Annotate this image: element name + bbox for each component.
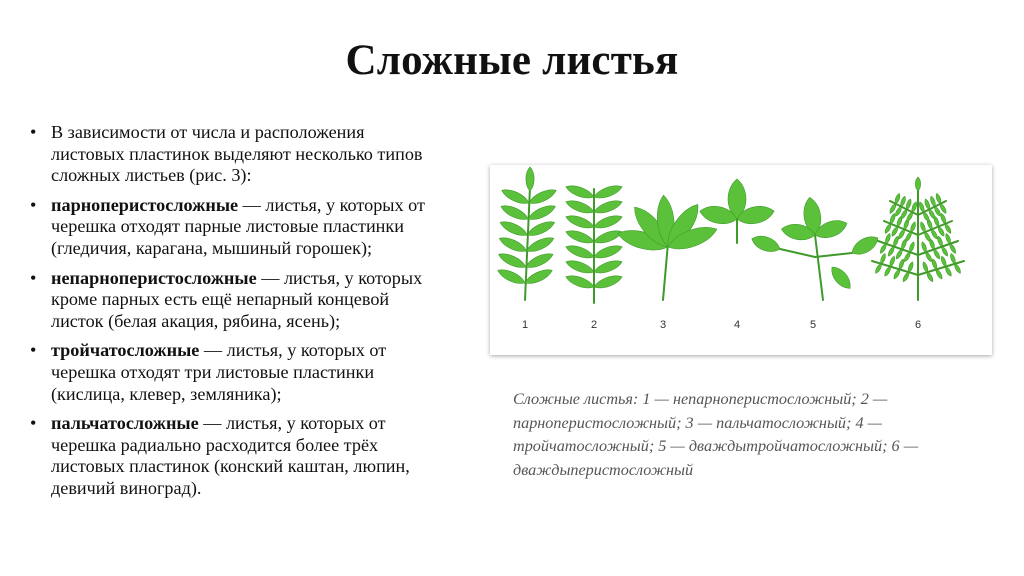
leaf-6-leaflet (953, 263, 962, 274)
leaf-6-leaflet (932, 248, 941, 259)
compound-leaves-figure (490, 165, 992, 355)
bullet-line: листовых пластинок выделяют несколько типов (51, 143, 423, 164)
leaf-6-leaflet (930, 228, 939, 239)
leaf-1-leaflet (525, 218, 556, 239)
leaf-2-leaflet (592, 258, 623, 277)
leaf-5-branch (780, 249, 815, 257)
leaf-1-leaflet (498, 234, 529, 255)
leaf-6-leaflet (879, 243, 888, 254)
leaf-label-4: 4 (733, 319, 741, 331)
leaf-6-leaflet (874, 263, 883, 274)
leaf-label-1: 1 (521, 319, 529, 331)
leaf-6-leaflet (904, 231, 913, 242)
bullet-line: — листья, у которых от (238, 194, 425, 215)
leaf-3-petiole (663, 243, 668, 300)
leaf-label-6: 6 (914, 319, 922, 331)
leaf-2-leaflet (592, 198, 623, 217)
bullet-intro (30, 122, 498, 187)
leaf-6-leaflet (890, 226, 899, 237)
leaf-2-leaflet (592, 273, 623, 292)
bullet-trifoliate (30, 340, 498, 405)
leaf-1-leaflet (498, 218, 529, 239)
bullet-marker: • (30, 122, 37, 142)
leaf-1-terminal-leaflet (526, 167, 534, 191)
bullet-term: пальчатосложные (51, 413, 199, 434)
leaf-5-petiole (815, 235, 823, 300)
leaf-6-terminal-leaflet (915, 177, 920, 191)
bullet-imparipinnate (30, 268, 498, 333)
bullet-line: черешка отходят три листовые пластинки (51, 361, 375, 382)
leaf-label-3: 3 (659, 319, 667, 331)
leaf-6-leaflet (937, 226, 946, 237)
leaf-label-5: 5 (809, 319, 817, 331)
leaf-2-leaflet (592, 243, 623, 262)
bullet-line: В зависимости от числа и расположения (51, 122, 365, 142)
figure-caption: Сложные листья: 1 — непарноперистосложный; 2 — парноперистосложный; 3 — пальчатосложный; 4 — тройчатосложный; 5 — дваждытройчатосложный; 6 — дваждыперистосложный (513, 390, 919, 479)
leaf-1-leaflet (499, 202, 530, 223)
bullet-term: парноперистосложные (51, 194, 239, 215)
leaf-2-leaflet (564, 273, 595, 292)
leaf-5-leaflet (827, 263, 854, 292)
leaf-6-leaflet (883, 266, 892, 277)
bullet-marker: • (30, 340, 37, 361)
leaf-6-leaflet (897, 228, 906, 239)
leaf-drawings (496, 167, 964, 303)
bullet-line: (кислица, клевер, земляника); (51, 383, 282, 404)
slide-title: Сложные листья (345, 37, 679, 84)
leaf-5-leaflet (750, 232, 783, 255)
leaf-2-leaflet (564, 183, 595, 202)
leaf-2-leaflet (564, 228, 595, 247)
bullet-line: листовых пластинок (конский каштан, люпин, (51, 456, 410, 477)
leaf-2-leaflet (564, 243, 595, 262)
bullet-line: — листья, у которых (256, 267, 423, 288)
bullet-line: сложных листьев (рис. 3): (51, 165, 252, 186)
bullet-line: листок (белая акация, рябина, ясень); (51, 310, 341, 331)
leaf-1-leaflet (496, 266, 527, 287)
bullet-line: — листья, у которых от (199, 340, 387, 361)
leaf-1-leaflet (497, 250, 528, 271)
leaf-2-leaflet (564, 198, 595, 217)
leaf-6-leaflet (884, 223, 893, 234)
leaf-6-leaflet (902, 271, 911, 282)
bullet-line: черешка радиально расходится более трёх (51, 434, 379, 455)
leaf-6-leaflet (944, 266, 953, 277)
leaf-6-leaflet (895, 248, 904, 259)
leaf-label-2: 2 (590, 319, 598, 331)
leaf-5-branch (815, 253, 852, 257)
bullet-marker: • (30, 267, 37, 288)
bullet-line: черешка отходят парные листовые пластинки (51, 216, 404, 237)
leaf-6-leaflet (948, 243, 957, 254)
bullet-marker: • (30, 413, 37, 434)
bullet-term: тройчатосложные (51, 340, 200, 361)
leaf-6-leaflet (892, 268, 901, 279)
leaf-2-leaflet (564, 213, 595, 232)
leaf-1-leaflet (500, 186, 531, 207)
bullet-term: непарноперистосложные (51, 267, 257, 288)
leaf-6-leaflet (903, 251, 912, 262)
leaf-6-leaflet (887, 246, 896, 257)
leaf-2-leaflet (564, 258, 595, 277)
bullet-marker: • (30, 194, 37, 215)
bullet-list (30, 122, 498, 508)
leaf-6-leaflet (935, 268, 944, 279)
leaf-1-leaflet (525, 234, 556, 255)
leaf-6-leaflet (944, 223, 953, 234)
leaf-6-leaflet (926, 271, 935, 282)
leaf-1-leaflet (523, 266, 554, 287)
leaf-5-leaflet (849, 232, 882, 259)
bullet-line: девичий виноград). (51, 477, 202, 498)
bullet-line: — листья, у которых от (198, 413, 386, 434)
leaves-illustration (490, 165, 992, 355)
leaf-2-leaflet (592, 213, 623, 232)
leaf-1-leaflet (527, 186, 558, 207)
bullet-paripinnate (30, 195, 498, 260)
bullet-palmate (30, 413, 498, 499)
bullet-line: (гледичия, карагана, мышиный горошек); (51, 237, 373, 258)
leaf-6-leaflet (940, 246, 949, 257)
leaf-6-leaflet (924, 251, 933, 262)
bullet-line: кроме парных есть ещё непарный концевой (51, 289, 390, 310)
leaf-1-leaflet (524, 250, 555, 271)
leaf-1-leaflet (526, 202, 557, 223)
leaf-2-leaflet (592, 228, 623, 247)
leaf-6-leaflet (923, 231, 932, 242)
leaf-2-leaflet (592, 183, 623, 202)
